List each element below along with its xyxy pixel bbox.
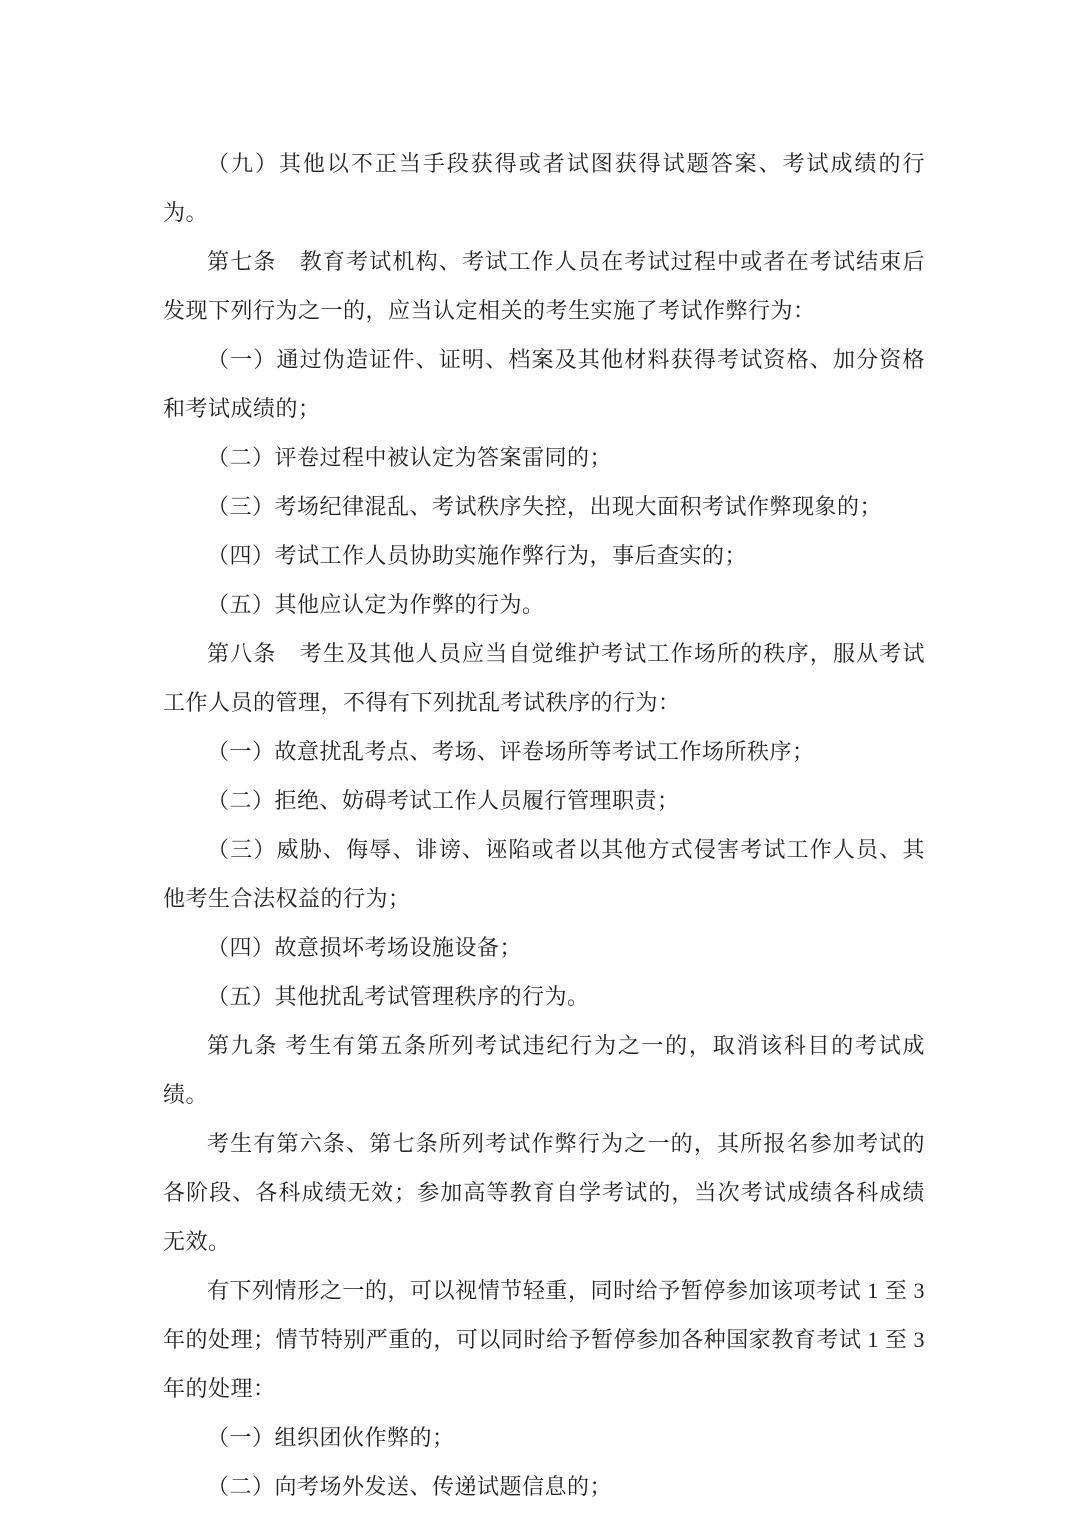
paragraph-article-9-item-2: （二）向考场外发送、传递试题信息的；: [207, 1474, 613, 1499]
paragraph-article-7-intro: 第七条 教育考试机构、考试工作人员在考试过程中或者在考试结束后发现下列行为之一的，应当认定相关的考生实施了考试作弊行为：: [163, 249, 925, 323]
paragraph-article-7-item-4: （四）考试工作人员协助实施作弊行为，事后查实的；: [207, 543, 748, 568]
paragraph-article-7-item-3: （三）考场纪律混乱、考试秩序失控，出现大面积考试作弊现象的；: [207, 494, 883, 519]
document-body: [163, 139, 925, 1511]
paragraph-article-8-item-2: （二）拒绝、妨碍考试工作人员履行管理职责；: [207, 788, 680, 813]
paragraph-article-9-clause-2: 考生有第六条、第七条所列考试作弊行为之一的，其所报名参加考试的各阶段、各科成绩无效；参加高等教育自学考试的，当次考试成绩各科成绩无效。: [163, 1131, 925, 1254]
paragraph-article-8-item-1: （一）故意扰乱考点、考场、评卷场所等考试工作场所秩序；: [207, 739, 815, 764]
paragraph-article-7-item-1: （一）通过伪造证件、证明、档案及其他材料获得考试资格、加分资格和考试成绩的；: [163, 347, 925, 421]
paragraph-article-9-item-1: （一）组织团伙作弊的；: [207, 1425, 455, 1450]
paragraph-article-8-item-5: （五）其他扰乱考试管理秩序的行为。: [207, 984, 590, 1009]
paragraph-article-9-clause-1: 第九条 考生有第五条所列考试违纪行为之一的，取消该科目的考试成绩。: [163, 1033, 925, 1107]
paragraph-article-9-clause-3: 有下列情形之一的，可以视情节轻重，同时给予暂停参加该项考试 1 至 3 年的处理；情节特别严重的，可以同时给予暂停参加各种国家教育考试 1 至 3 年的处理：: [163, 1278, 925, 1401]
paragraph-article-8-item-3: （三）威胁、侮辱、诽谤、诬陷或者以其他方式侵害考试工作人员、其他考生合法权益的行为；: [163, 837, 925, 911]
paragraph-article-8-intro: 第八条 考生及其他人员应当自觉维护考试工作场所的秩序，服从考试工作人员的管理，不得有下列扰乱考试秩序的行为：: [163, 641, 925, 715]
paragraph-article-7-item-5: （五）其他应认定为作弊的行为。: [207, 592, 545, 617]
paragraph-item-9-prev-article: （九）其他以不正当手段获得或者试图获得试题答案、考试成绩的行为。: [163, 151, 925, 225]
paragraph-article-7-item-2: （二）评卷过程中被认定为答案雷同的；: [207, 445, 613, 470]
paragraph-article-8-item-4: （四）故意损坏考场设施设备；: [207, 935, 523, 960]
